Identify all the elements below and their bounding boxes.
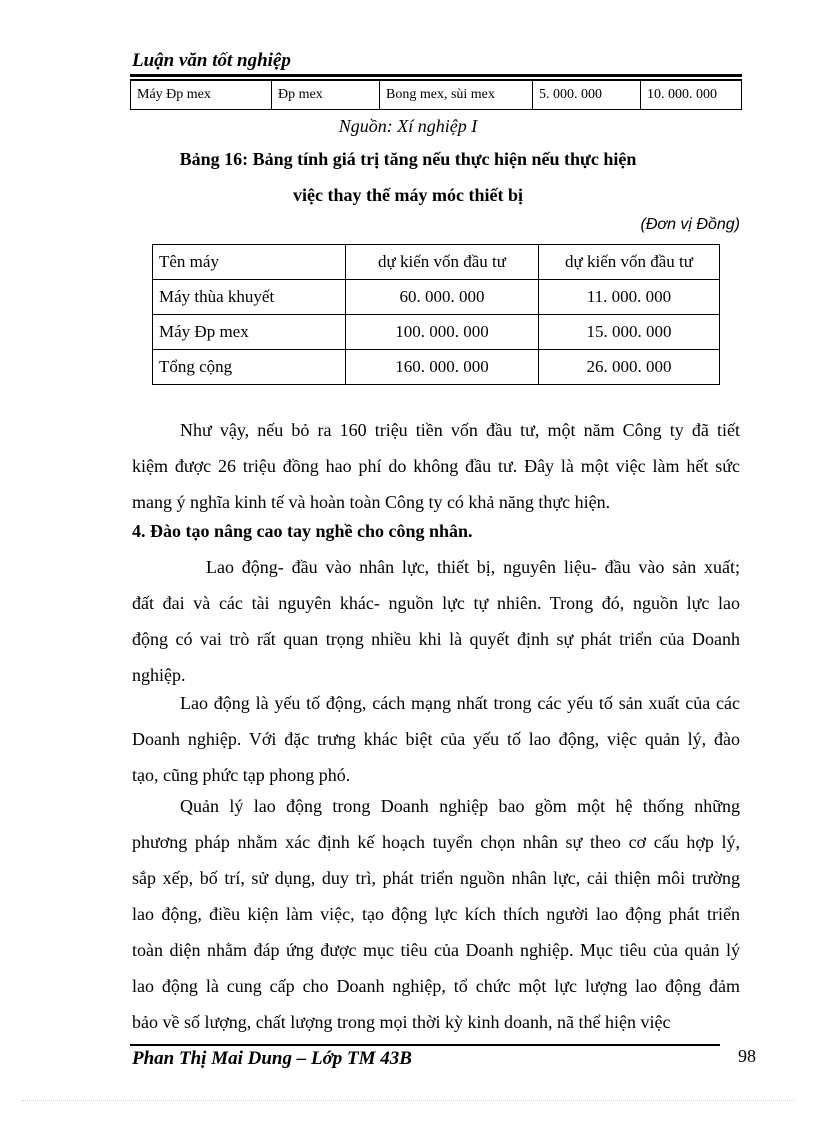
- text-line: đất đai và các tài nguyên khác- nguồn lực tự nhiên. Trong đó, nguồn lực lao: [132, 593, 740, 613]
- paragraph-labor-management: [132, 788, 740, 1040]
- table-cell: 11. 000. 000: [539, 280, 720, 315]
- continued-table: [130, 80, 742, 110]
- text-line: lao động, điều kiện làm việc, tạo động lực kích thích người lao động phát triển: [132, 904, 740, 924]
- unit-note: (Đơn vị Đồng): [640, 216, 740, 233]
- text-line: Như vậy, nếu bỏ ra 160 triệu tiền vốn đầu tư, một năm Công ty đã tiết: [180, 420, 740, 440]
- table-caption-line2: việc thay thế máy móc thiết bị: [293, 185, 523, 205]
- footer-rule: [130, 1044, 720, 1046]
- table-row: [131, 81, 742, 110]
- text-line: kiệm được 26 triệu đồng hao phí do không đầu tư. Đây là một việc làm hết sức: [132, 456, 740, 476]
- column-header: Tên máy: [153, 245, 346, 280]
- text-line: sắp xếp, bố trí, sử dụng, duy trì, phát triển nguồn nhân lực, cải thiện môi trường: [132, 868, 740, 888]
- table-cell: 10. 000. 000: [641, 81, 742, 110]
- table-cell: 60. 000. 000: [346, 280, 539, 315]
- text-line: bảo về số lượng, chất lượng trong mọi thời kỳ kinh doanh, nã thể hiện việc: [132, 1012, 671, 1032]
- table-cell: 5. 000. 000: [533, 81, 641, 110]
- table-cell: Máy Đp mex: [153, 315, 346, 350]
- text-line: Lao động- đầu vào nhân lực, thiết bị, nguyên liệu- đầu vào sản xuất;: [206, 557, 740, 577]
- text-line: toàn diện nhằm đáp ứng được mục tiêu của Doanh nghiệp. Mục tiêu của quản lý: [132, 940, 740, 960]
- text-line: Quản lý lao động trong Doanh nghiệp bao gồm một hệ thống những: [180, 796, 740, 816]
- table-cell: Đp mex: [272, 81, 380, 110]
- text-line: lao động là cung cấp cho Doanh nghiệp, tổ chức một lực lượng lao động đảm: [132, 976, 740, 996]
- table-header-row: [153, 245, 720, 280]
- table-cell: Máy Đp mex: [131, 81, 272, 110]
- text-line: tạo, cũng phức tạp phong phó.: [132, 765, 351, 785]
- table-cell: 160. 000. 000: [346, 350, 539, 385]
- table-cell: Tổng cộng: [153, 350, 346, 385]
- text-line: mang ý nghĩa kinh tế và hoàn toàn Công ty có khả năng thực hiện.: [132, 492, 611, 512]
- table-row: [153, 280, 720, 315]
- investment-table: [152, 244, 720, 385]
- table-row: [153, 315, 720, 350]
- text-line: Lao động là yếu tố động, cách mạng nhất trong các yếu tố sản xuất của các: [180, 693, 740, 713]
- running-header-title: Luận văn tốt nghiệp: [132, 50, 291, 71]
- text-line: phương pháp nhằm xác định kế hoạch tuyển chọn nhân sự theo cơ cấu hợp lý,: [132, 832, 740, 852]
- table-source: Nguồn: Xí nghiệp I: [338, 116, 478, 136]
- table-cell: 15. 000. 000: [539, 315, 720, 350]
- table-caption-line1: Bảng 16: Bảng tính giá trị tăng nếu thực hiện nếu thực hiện: [179, 149, 637, 169]
- paragraph-investment-summary: [132, 412, 740, 520]
- table-total-row: [153, 350, 720, 385]
- paragraph-labor-dynamics: [132, 685, 740, 793]
- column-header: dự kiến vốn đầu tư: [539, 245, 720, 280]
- table-cell: Máy thùa khuyết: [153, 280, 346, 315]
- text-line: nghiệp.: [132, 665, 186, 685]
- text-line: Doanh nghiệp. Với đặc trưng khác biệt của yếu tố lao động, việc quản lý, đào: [132, 729, 740, 749]
- paragraph-labor-inputs: [132, 549, 740, 693]
- table-cell: Bong mex, sùi mex: [380, 81, 533, 110]
- footer-author: Phan Thị Mai Dung – Lớp TM 43B: [132, 1048, 412, 1069]
- column-header: dự kiến vốn đầu tư: [346, 245, 539, 280]
- page-edge-dotted-line: [22, 1100, 794, 1101]
- table-cell: 26. 000. 000: [539, 350, 720, 385]
- text-line: động có vai trò rất quan trọng nhiều khi là quyết định sự phát triển của Doanh: [132, 629, 740, 649]
- table-cell: 100. 000. 000: [346, 315, 539, 350]
- section-heading: 4. Đào tạo nâng cao tay nghề cho công nhân.: [132, 521, 473, 541]
- page-number: 98: [738, 1046, 756, 1066]
